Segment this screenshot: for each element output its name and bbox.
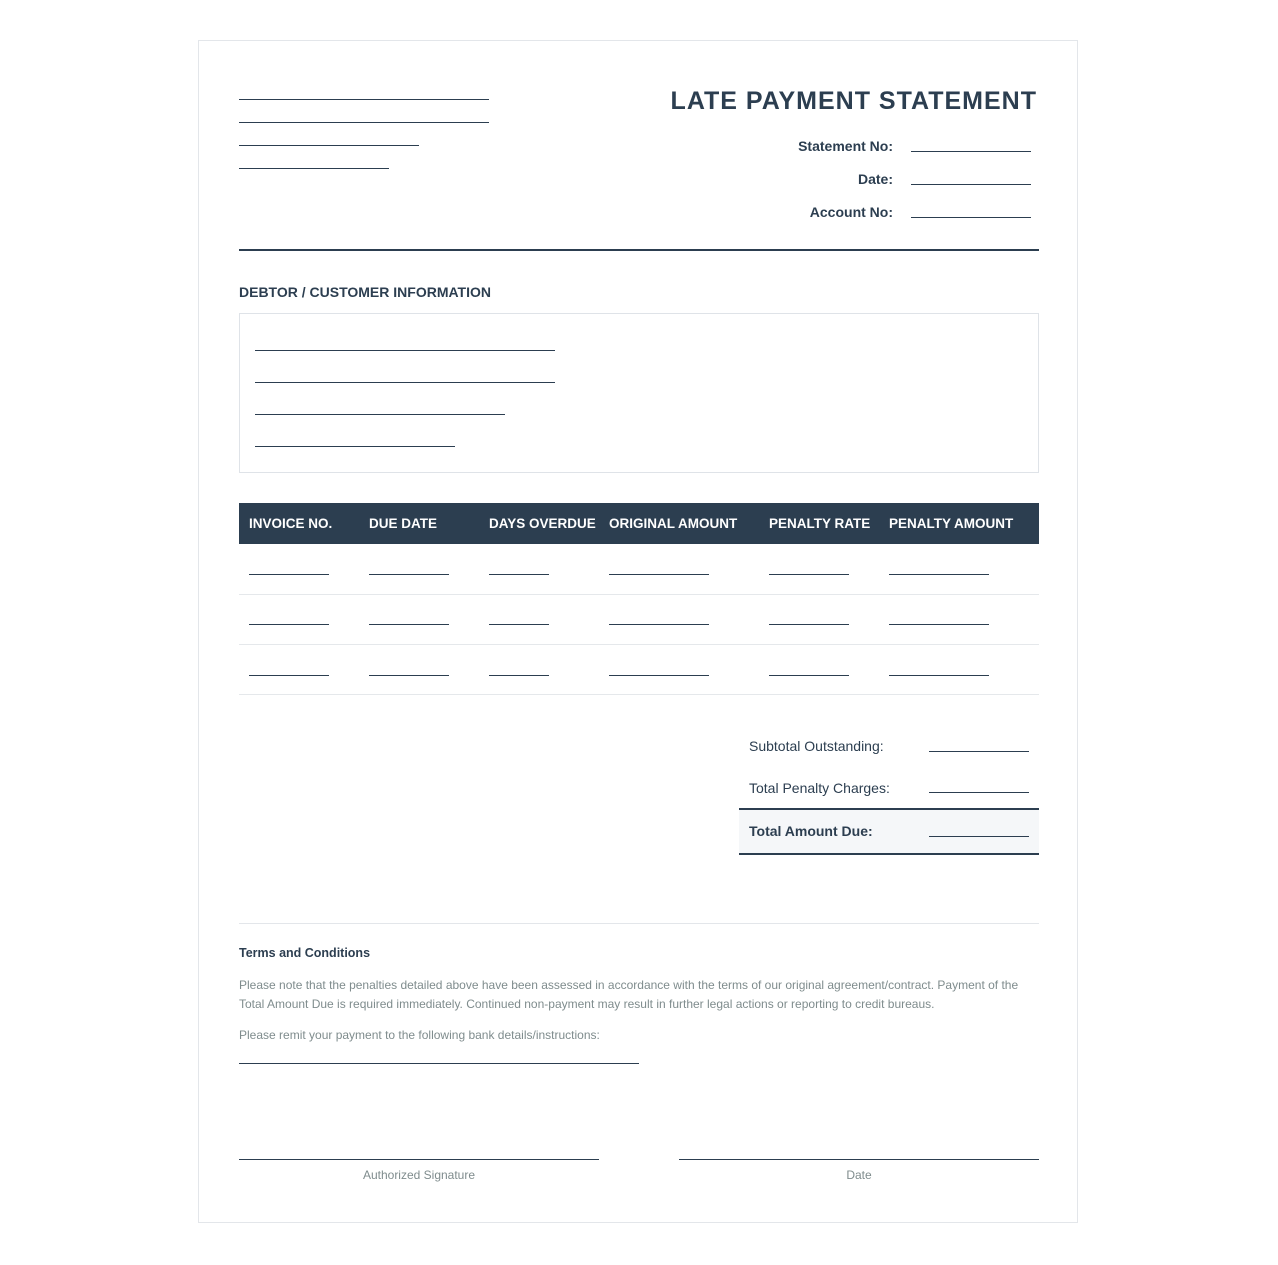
signature-date-caption: Date bbox=[846, 1168, 872, 1182]
subtotal-field[interactable] bbox=[929, 751, 1029, 752]
column-days-overdue: DAYS OVERDUE bbox=[489, 516, 596, 531]
debtor-info-box bbox=[239, 313, 1039, 473]
row2-penalty-field[interactable] bbox=[889, 624, 989, 625]
total-amount-field[interactable] bbox=[929, 836, 1029, 837]
sender-line-2[interactable] bbox=[239, 122, 489, 123]
row2-invoice-field[interactable] bbox=[249, 624, 329, 625]
column-due-date: DUE DATE bbox=[369, 516, 438, 531]
signature-caption: Authorized Signature bbox=[362, 1168, 476, 1182]
row1-penalty-field[interactable] bbox=[889, 574, 989, 575]
statement-no-label: Statement No: bbox=[798, 138, 893, 154]
debtor-line-2[interactable] bbox=[255, 382, 555, 383]
account-no-label: Account No: bbox=[809, 204, 893, 220]
row3-original-field[interactable] bbox=[609, 675, 709, 676]
row2-days-field[interactable] bbox=[489, 624, 549, 625]
debtor-line-3[interactable] bbox=[255, 414, 505, 415]
bank-details-field[interactable] bbox=[239, 1063, 639, 1064]
account-no-field[interactable] bbox=[911, 217, 1031, 218]
row3-invoice-field[interactable] bbox=[249, 675, 329, 676]
terms-title: Terms and Conditions bbox=[239, 946, 371, 960]
column-invoice-no: INVOICE NO. bbox=[249, 516, 333, 531]
column-penalty-rate: PENALTY RATE bbox=[769, 516, 871, 531]
signature-date-line[interactable] bbox=[679, 1159, 1039, 1160]
row2-due-date-field[interactable] bbox=[369, 624, 449, 625]
row3-due-date-field[interactable] bbox=[369, 675, 449, 676]
row3-penalty-field[interactable] bbox=[889, 675, 989, 676]
header-divider bbox=[239, 249, 1039, 251]
subtotal-label: Subtotal Outstanding: bbox=[749, 738, 884, 754]
row1-invoice-field[interactable] bbox=[249, 574, 329, 575]
sender-line-3[interactable] bbox=[239, 145, 419, 146]
row2-rate-field[interactable] bbox=[769, 624, 849, 625]
row1-due-date-field[interactable] bbox=[369, 574, 449, 575]
signature-line[interactable] bbox=[239, 1159, 599, 1160]
statement-no-field[interactable] bbox=[911, 151, 1031, 152]
row3-rate-field[interactable] bbox=[769, 675, 849, 676]
column-penalty-amount: PENALTY AMOUNT bbox=[889, 516, 1014, 531]
column-original-amount: ORIGINAL AMOUNT bbox=[609, 516, 738, 531]
row1-original-field[interactable] bbox=[609, 574, 709, 575]
terms-divider bbox=[239, 923, 1039, 924]
total-amount-row bbox=[739, 808, 1039, 855]
remit-instructions: Please remit your payment to the following bank details/instructions: bbox=[239, 1028, 600, 1042]
debtor-line-1[interactable] bbox=[255, 350, 555, 351]
row1-days-field[interactable] bbox=[489, 574, 549, 575]
statement-page bbox=[198, 40, 1078, 1223]
row2-original-field[interactable] bbox=[609, 624, 709, 625]
row1-rate-field[interactable] bbox=[769, 574, 849, 575]
total-amount-label: Total Amount Due: bbox=[749, 823, 873, 839]
penalty-charges-label: Total Penalty Charges: bbox=[749, 780, 890, 796]
debtor-section-title: DEBTOR / CUSTOMER INFORMATION bbox=[239, 284, 491, 300]
document-title: LATE PAYMENT STATEMENT bbox=[670, 87, 1037, 115]
debtor-line-4[interactable] bbox=[255, 446, 455, 447]
invoice-table-header bbox=[239, 503, 1039, 544]
date-label: Date: bbox=[857, 171, 893, 187]
table-row-separator bbox=[239, 694, 1039, 695]
date-field[interactable] bbox=[911, 184, 1031, 185]
row3-days-field[interactable] bbox=[489, 675, 549, 676]
sender-line-1[interactable] bbox=[239, 99, 489, 100]
table-row-separator bbox=[239, 594, 1039, 595]
table-row-separator bbox=[239, 644, 1039, 645]
sender-line-4[interactable] bbox=[239, 168, 389, 169]
penalty-charges-field[interactable] bbox=[929, 792, 1029, 793]
terms-text: Please note that the penalties detailed above have been assessed in accordance with the terms of our original agreement/contract. Payment of the Total Amount Due is required immediately. Continued non-payment may result in further legal actions or reporting to credit bureaus. bbox=[239, 978, 1019, 1011]
